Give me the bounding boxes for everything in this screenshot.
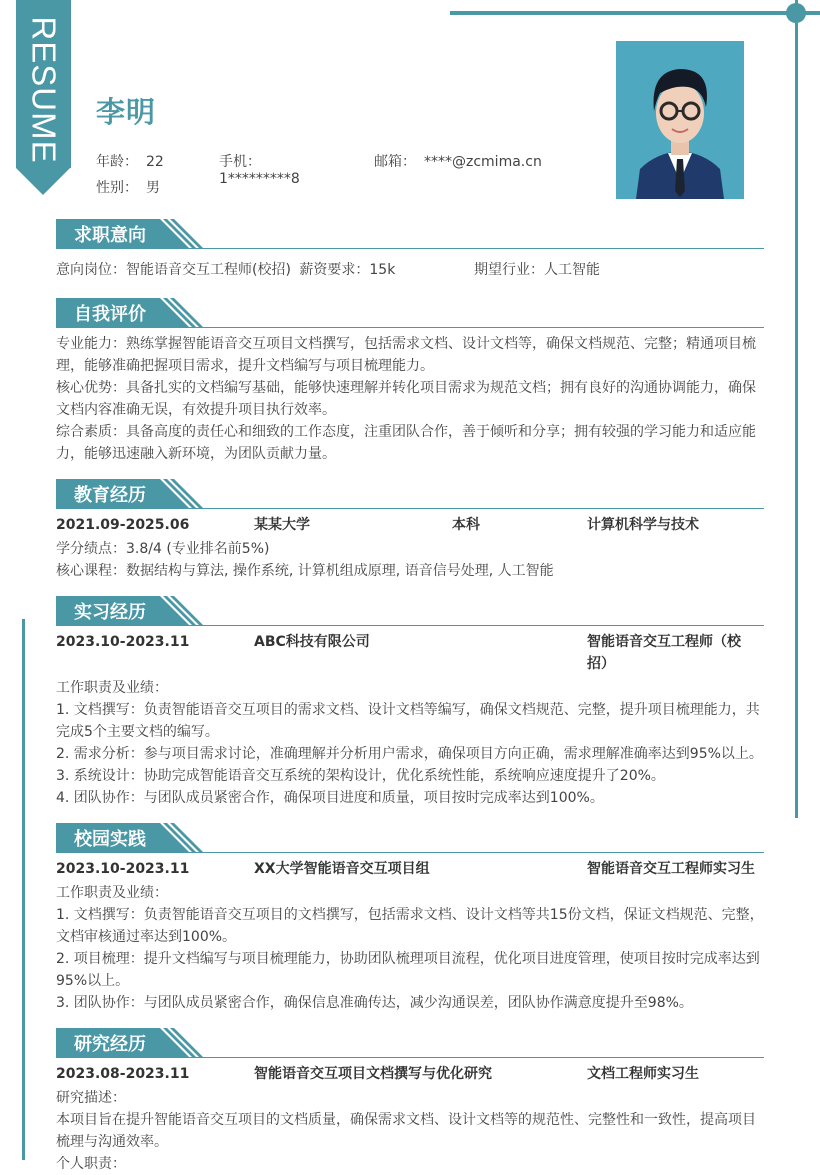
edu-major: 计算机科学与技术 <box>587 517 699 533</box>
intent-row: 意向岗位：智能语音交互工程师(校招) 薪资要求：15k 期望行业：人工智能 <box>56 262 600 278</box>
profile-photo <box>616 41 744 199</box>
ribbon-label: RESUME <box>25 16 63 164</box>
section-header-self-eval <box>56 298 764 328</box>
self-eval-paragraph: 综合素质：具备高度的责任心和细致的工作态度，注重团队合作，善于倾听和分享；拥有较强的学习能力和适应能力，能够迅速融入新环境，为团队贡献力量。 <box>56 424 756 462</box>
section-title: 教育经历 <box>56 479 154 508</box>
email-value: ****@zcmima.cn <box>424 154 542 170</box>
section-title: 研究经历 <box>56 1028 154 1057</box>
edu-courses: 核心课程：数据结构与算法, 操作系统, 计算机组成原理, 语音信号处理, 人工智能 <box>56 563 554 579</box>
self-eval-body <box>56 333 766 465</box>
campus-item: 1. 文档撰写：负责智能语音交互项目的文档撰写，包括需求文档、设计文档等共15份文档，保证文档规范、完整，文档审核通过率达到100%。 <box>56 907 764 945</box>
intent-salary: 15k <box>369 262 396 278</box>
research-details <box>56 1087 766 1175</box>
research-period: 2023.08-2023.11 <box>56 1066 190 1082</box>
edu-gpa: 学分绩点：3.8/4 (专业排名前5%) <box>56 541 270 557</box>
resume-ribbon <box>16 0 71 195</box>
section-title: 实习经历 <box>56 596 154 625</box>
right-decorative-line <box>795 0 798 818</box>
age-label: 年龄： <box>96 154 138 170</box>
campus-org: XX大学智能语音交互项目组 <box>254 861 430 877</box>
gender-label: 性别： <box>96 180 138 196</box>
stripes-decoration-icon <box>154 479 206 508</box>
section-header-education <box>56 479 764 509</box>
stripes-decoration-icon <box>154 298 206 327</box>
self-eval-paragraph: 核心优势：具备扎实的文档编写基础，能够快速理解并转化项目需求为规范文档；拥有良好的沟通协调能力，确保文档内容准确无误，有效提升项目执行效率。 <box>56 380 756 418</box>
research-desc-label: 研究描述： <box>56 1090 126 1106</box>
self-eval-paragraph: 专业能力：熟练掌握智能语音交互项目文档撰写，包括需求文档、设计文档等，确保文档规范、完整；精通项目梳理，能够准确把握项目需求，提升文档编写与项目梳理能力。 <box>56 336 756 374</box>
intern-item: 1. 文档撰写：负责智能语音交互项目的需求文档、设计文档等编写，确保文档规范、完整，提升项目梳理能力，共完成5个主要文档的编写。 <box>56 702 760 740</box>
internship-row <box>56 631 766 675</box>
research-project: 智能语音交互项目文档撰写与优化研究 <box>254 1066 492 1082</box>
intent-industry: 人工智能 <box>544 262 600 278</box>
campus-duties-label: 工作职责及业绩： <box>56 885 168 901</box>
intern-duties-label: 工作职责及业绩： <box>56 680 168 696</box>
edu-school: 某某大学 <box>254 517 310 533</box>
campus-item: 3. 团队协作：与团队成员紧密合作，确保信息准确传达，减少沟通误差，团队协作满意度提升至98%。 <box>56 995 693 1011</box>
intern-period: 2023.10-2023.11 <box>56 634 190 650</box>
campus-row <box>56 858 766 880</box>
top-decorative-line <box>450 11 820 15</box>
email-label: 邮箱： <box>374 154 416 170</box>
education-details <box>56 538 766 582</box>
candidate-name: 李明 <box>96 95 157 129</box>
stripes-decoration-icon <box>154 1028 206 1057</box>
research-role: 文档工程师实习生 <box>587 1066 699 1082</box>
intern-item: 3. 系统设计：协助完成智能语音交互系统的架构设计，优化系统性能，系统响应速度提升了20%。 <box>56 768 665 784</box>
section-header-campus <box>56 823 764 853</box>
gender-value: 男 <box>146 180 160 196</box>
research-row <box>56 1063 766 1085</box>
edu-period: 2021.09-2025.06 <box>56 517 190 533</box>
stripes-decoration-icon <box>154 596 206 625</box>
intern-item: 4. 团队协作：与团队成员紧密合作，确保项目进度和质量，项目按时完成率达到100%。 <box>56 790 604 806</box>
stripes-decoration-icon <box>154 219 206 248</box>
phone-value: 1*********8 <box>219 171 300 187</box>
phone-label: 手机： <box>219 154 261 170</box>
campus-details <box>56 882 766 1014</box>
age-value: 22 <box>146 154 164 170</box>
left-decorative-line <box>22 619 25 1160</box>
edu-degree: 本科 <box>452 517 480 533</box>
campus-item: 2. 项目梳理：提升文档编写与项目梳理能力，协助团队梳理项目流程，优化项目进度管理，使项目按时完成率达到95%以上。 <box>56 951 760 989</box>
section-title: 校园实践 <box>56 823 154 852</box>
internship-details <box>56 677 766 809</box>
campus-role: 智能语音交互工程师实习生 <box>587 861 755 877</box>
intern-item: 2. 需求分析：参与项目需求讨论，准确理解并分析用户需求，确保项目方向正确，需求理解准确率达到95%以上。 <box>56 746 763 762</box>
education-row <box>56 514 766 536</box>
section-header-research <box>56 1028 764 1058</box>
gender-row <box>96 177 190 197</box>
section-header-internship <box>56 596 764 626</box>
research-duties-label: 个人职责： <box>56 1156 126 1172</box>
section-header-intent <box>56 219 764 249</box>
section-title: 自我评价 <box>56 298 154 327</box>
intern-company: ABC科技有限公司 <box>254 634 370 650</box>
section-title: 求职意向 <box>56 219 154 248</box>
research-desc: 本项目旨在提升智能语音交互项目的文档质量，确保需求文档、设计文档等的规范性、完整性和一致性，提高项目梳理与沟通效率。 <box>56 1112 756 1150</box>
intern-role: 智能语音交互工程师（校招） <box>587 634 741 672</box>
decorative-circle <box>786 3 806 23</box>
intent-position: 智能语音交互工程师(校招) <box>126 262 291 278</box>
stripes-decoration-icon <box>154 823 206 852</box>
campus-period: 2023.10-2023.11 <box>56 861 190 877</box>
